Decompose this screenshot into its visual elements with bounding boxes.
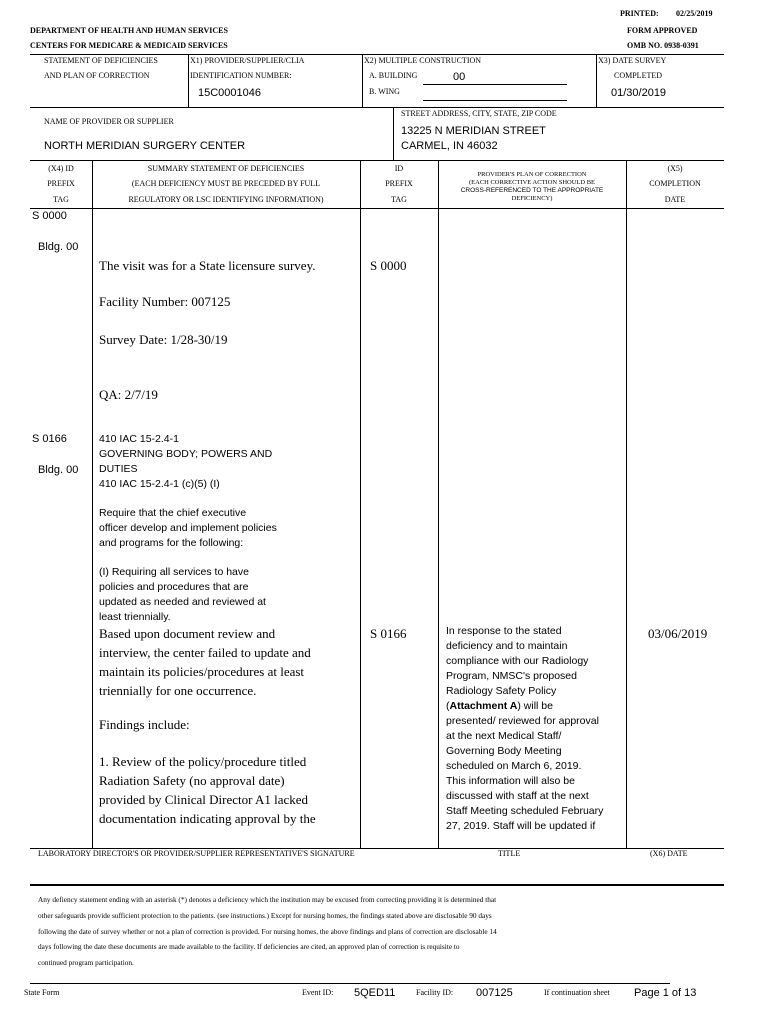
department-title: DEPARTMENT OF HEALTH AND HUMAN SERVICES — [30, 26, 228, 35]
plan-line8: at the next Medical Staff/ — [446, 730, 562, 742]
disclaimer-line2: other safeguards provide sufficient protection to the patients. (see instructions.) Except for nursing homes, the findings stated above are disclosable 90 days — [38, 911, 492, 920]
id-header-line3: TAG — [391, 195, 407, 204]
survey-date: Survey Date: 1/28-30/19 — [99, 332, 228, 347]
completion-date: 03/06/2019 — [648, 626, 708, 641]
statement-label-line2: AND PLAN OF CORRECTION — [44, 71, 150, 80]
plan-line1: In response to the stated — [446, 625, 562, 637]
summary-header-line1: SUMMARY STATEMENT OF DEFICIENCIES — [147, 164, 305, 173]
id-header-line2: PREFIX — [385, 179, 413, 188]
building-value: 00 — [453, 71, 466, 83]
requirement-line1: Require that the chief executive — [99, 507, 247, 519]
provider-name-label: NAME OF PROVIDER OR SUPPLIER — [44, 117, 174, 126]
requirement-line3: and programs for the following: — [99, 537, 244, 549]
plan-line3: compliance with our Radiology — [446, 655, 589, 667]
plan-header-line2: (EACH CORRECTIVE ACTION SHOULD BE — [468, 179, 596, 186]
multiple-construction-label: X2) MULTIPLE CONSTRUCTION — [364, 56, 482, 65]
printed-label: PRINTED: — [620, 9, 659, 18]
identification-number-label: IDENTIFICATION NUMBER: — [190, 71, 292, 80]
clause-i-line3: updated as needed and reviewed at — [99, 596, 266, 608]
event-id-value: 5QED11 — [354, 987, 396, 999]
plan-line5: Radiology Safety Policy — [446, 685, 557, 697]
plan-header-line3: CROSS-REFERENCED TO THE APPROPRIATE — [460, 187, 604, 194]
title-label: TITLE — [498, 849, 521, 858]
review-line1: 1. Review of the policy/procedure titled — [99, 754, 307, 769]
address-line2: CARMEL, IN 46032 — [401, 140, 498, 152]
centers-title: CENTERS FOR MEDICARE & MEDICAID SERVICES — [30, 41, 228, 50]
building-tag-1: Bldg. 00 — [38, 241, 79, 253]
prefix-tag-s0166: S 0166 — [32, 433, 67, 445]
clause-i-line2: policies and procedures that are — [99, 581, 249, 593]
page-number: Page 1 of 13 — [634, 987, 697, 999]
visit-statement: The visit was for a State licensure survey. — [99, 258, 316, 273]
plan-line4: Program, NMSC's proposed — [446, 670, 577, 682]
plan-line14: 27, 2019. Staff will be updated if — [446, 820, 596, 832]
building-tag-2: Bldg. 00 — [38, 464, 79, 476]
requirement-line2: officer develop and implement policies — [99, 522, 277, 534]
finding-line4: triennially for one occurrence. — [99, 683, 257, 698]
facility-id-label: Facility ID: — [416, 988, 454, 997]
wing-label: B. WING — [369, 87, 400, 96]
printed-date: 02/25/2019 — [676, 9, 713, 18]
provider-id-label: X1) PROVIDER/SUPPLIER/CLIA — [190, 56, 305, 65]
x5-header-line2: COMPLETION — [649, 179, 701, 188]
x4-header-line3: TAG — [53, 195, 69, 204]
plan-line6 — [446, 699, 553, 714]
summary-header-line3: REGULATORY OR LSC IDENTIFYING INFORMATION) — [128, 195, 324, 204]
provider-name: NORTH MERIDIAN SURGERY CENTER — [44, 140, 246, 152]
id-prefix-s0166: S 0166 — [370, 626, 407, 641]
regulation-line2: GOVERNING BODY; POWERS AND — [99, 448, 273, 460]
qa-date: QA: 2/7/19 — [99, 387, 158, 402]
date-label: (X6) DATE — [650, 849, 688, 858]
review-line2: Radiation Safety (no approval date) — [99, 773, 285, 788]
finding-line3: maintain its policies/procedures at least — [99, 664, 305, 679]
regulation-line3: DUTIES — [99, 463, 138, 475]
completed-label: COMPLETED — [614, 71, 662, 80]
regulation-line1: 410 IAC 15-2.4-1 — [99, 433, 179, 445]
review-line3: provided by Clinical Director A1 lacked — [99, 792, 309, 807]
plan-line13: Staff Meeting scheduled February — [446, 805, 604, 817]
id-header-line1: ID — [394, 164, 404, 173]
plan-line10: scheduled on March 6, 2019. — [446, 760, 582, 772]
summary-header-line2: (EACH DEFICIENCY MUST BE PRECEDED BY FULL — [131, 179, 321, 188]
clause-i-line4: least triennially. — [99, 611, 171, 623]
building-label: A. BUILDING — [369, 71, 418, 80]
disclaimer-line5: continued program participation. — [38, 958, 134, 967]
plan-line6-open: ( — [446, 700, 450, 712]
date-survey-label: X3) DATE SURVEY — [598, 56, 667, 65]
facility-number: Facility Number: 007125 — [99, 294, 231, 309]
regulation-line4: 410 IAC 15-2.4-1 (c)(5) (I) — [99, 478, 220, 490]
findings-include: Findings include: — [99, 717, 190, 732]
x5-header-line1: (X5) — [667, 164, 683, 173]
provider-id-value: 15C0001046 — [198, 87, 262, 99]
plan-line7: presented/ reviewed for approval — [446, 715, 599, 727]
statement-label-line1: STATEMENT OF DEFICIENCIES — [44, 56, 158, 65]
id-prefix-s0000: S 0000 — [370, 258, 407, 273]
signature-label: LABORATORY DIRECTOR'S OR PROVIDER/SUPPLIER REPRESENTATIVE'S SIGNATURE — [38, 849, 355, 858]
continuation-label: If continuation sheet — [544, 988, 610, 997]
omb-number: OMB NO. 0938-0391 — [627, 41, 699, 50]
plan-line9: Governing Body Meeting — [446, 745, 562, 757]
disclaimer-line1: Any defiency statement ending with an asterisk (*) denotes a deficiency which the institution may be excused from correcting providing it is determined that — [38, 895, 497, 904]
plan-line2: deficiency and to maintain — [446, 640, 568, 652]
x4-header-line2: PREFIX — [47, 179, 75, 188]
plan-header-line4: DEFICIENCY) — [511, 195, 553, 202]
attachment-a: Attachment A — [449, 700, 518, 712]
event-id-label: Event ID: — [302, 988, 334, 997]
facility-id-value: 007125 — [476, 987, 513, 999]
state-form-label: State Form — [24, 988, 60, 997]
clause-i-line1: (I) Requiring all services to have — [99, 566, 249, 578]
review-line4: documentation indicating approval by the — [99, 811, 316, 826]
address-line1: 13225 N MERIDIAN STREET — [401, 125, 546, 137]
disclaimer-line3: following the date of survey whether or not a plan of correction is provided. For nursing homes, the above findings and plans of correction are disclosable 14 — [38, 927, 497, 936]
plan-header-line1: PROVIDER'S PLAN OF CORRECTION — [477, 171, 587, 178]
plan-line6-rest: ) will be — [517, 700, 553, 712]
x4-header-line1: (X4) ID — [48, 164, 74, 173]
form-approved: FORM APPROVED — [627, 26, 698, 35]
survey-completed-date: 01/30/2019 — [611, 87, 667, 99]
plan-line11: This information will also be — [446, 775, 575, 787]
x5-header-line3: DATE — [664, 195, 686, 204]
disclaimer-line4: days following the date these documents are made available to the facility. If deficiencies are cited, an approved plan of correction is requisite to — [38, 942, 460, 951]
finding-line1: Based upon document review and — [99, 626, 276, 641]
prefix-tag-s0000: S 0000 — [32, 210, 67, 222]
address-label: STREET ADDRESS, CITY, STATE, ZIP CODE — [401, 109, 557, 118]
finding-line2: interview, the center failed to update and — [99, 645, 311, 660]
plan-line12: discussed with staff at the next — [446, 790, 589, 802]
